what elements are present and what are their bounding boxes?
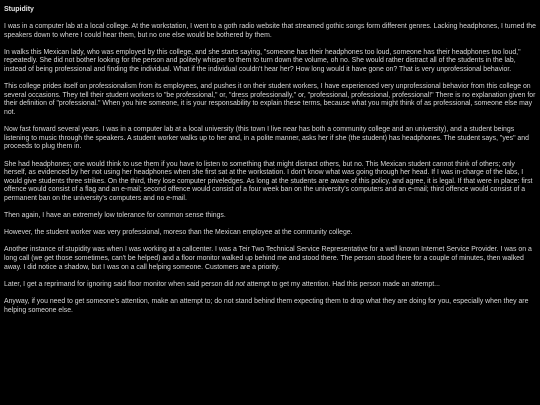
paragraph-anyway: Anyway, if you need to get someone's attention, make an attempt to; do not stand behind them expecting them to drop what they are doing for you, especially when they are helping someone else. <box>4 298 529 314</box>
paragraph-reprimand <box>4 281 536 290</box>
paragraph-headphones: She had headphones; one would think to use them if you have to listen to something that might distract others, but no. This Mexican student cannot think of others; only herself, as evidenced by her not using her headphones when she first sat at the workstation. I don't know what was going through her head. If I was in-charge of the labs, I would give students three strikes. On the third, they lose computer priveledges. As long at the students are aware of this policy, and agree, it is legal. If that were in place: first offence would consist of a flag and an e-mail; second offence would consist of a four week ban on the university's computers and an e-mail; third offence would consist of a permanent ban on the university's computers and no e-mail. <box>4 160 533 202</box>
paragraph-low-tolerance: Then again, I have an extremely low tolerance for common sense things. <box>4 212 226 220</box>
paragraph-mexican-lady: In walks this Mexican lady, who was employed by this college, and she starts saying, "someone has their headphones too loud, someone has their headphones too loud," repeatedly. She did not bother looking for the person and politely whisper to them to turn down the volume, oh no. She would rather distract all of the students in the lab, instead of being professional and finding the individual. What if the individual couldn't hear her? How long would it have gone on? That is very unprofessional behavior. <box>4 48 521 73</box>
paragraph-professionalism: This college prides itself on professionalism from its employees, and pushes it on their student workers, I have experienced very unprofessional behavior from this college on several occasions. They tell their student workers to "be professional," or, "dress professionally," or, "professional, professional, professional!" There is no explanation given for their definition of "professional." When you hire someone, it is your responsability to explain these terms, because what you might think of as professional, someone else may not. <box>4 83 536 116</box>
reprimand-text-after: attempt to get my attention. Had this person made an attempt... <box>244 280 440 288</box>
paragraph-callcenter: Another instance of stupidity was when I was working at a callcenter. I was a Teir Two Technical Service Representative for a well known Internet Service Provider. I was on a long call (we get those sometimes, can't be helped) and a floor monitor walked up behind me and stood there. The person stood there for a couple of minutes, then walked away. I did notice a shadow, but I was on a call helping someone. Customers are a priority. <box>4 246 532 271</box>
paragraph-fast-forward: Now fast forward several years. I was in a computer lab at a local university (this town I live near has both a community college and an university), and a student beings listening to music through the speakers. A student worker walks up to her and, in a polite manner, asks her if she (the student) has headphones. The student says, "yes" and proceeds to plug them in. <box>4 126 529 151</box>
reprimand-text-emphasis: not <box>235 280 245 288</box>
article-title: Stupidity <box>4 6 34 13</box>
reprimand-text-before: Later, I get a reprimand for ignoring said floor monitor when said person did <box>4 280 236 288</box>
paragraph-computer-lab: I was in a computer lab at a local college. At the workstation, I went to a goth radio website that streamed gothic songs form different genres. Lacking headphones, I turned the speakers down to where I could hear them, but no one else would be bothered by them. <box>4 23 536 39</box>
paragraph-student-worker: However, the student worker was very professional, moreso than the Mexican employee at the community college. <box>4 229 353 237</box>
